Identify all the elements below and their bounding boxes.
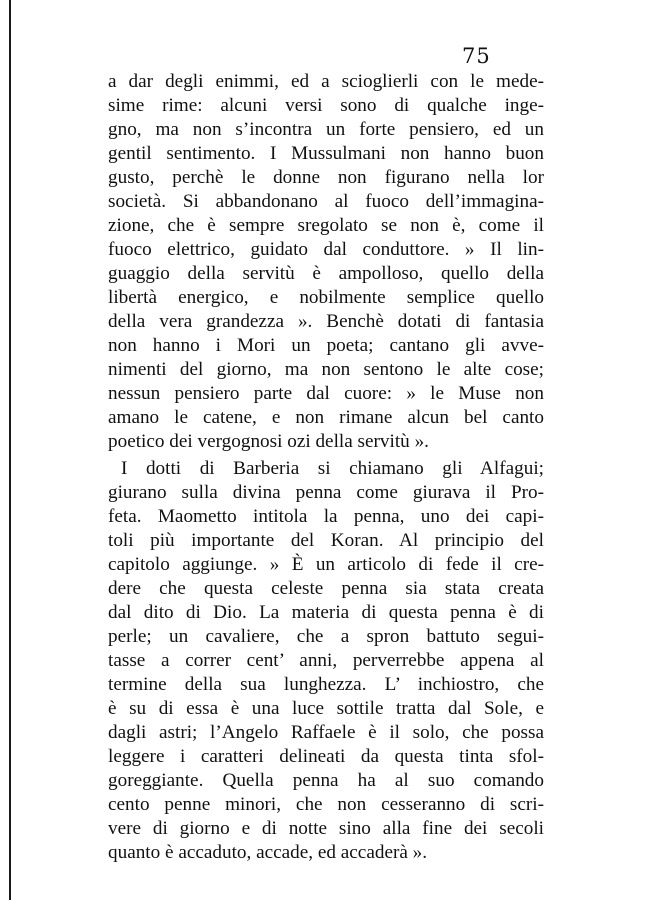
text-line: goreggiante. Quella penna ha al suo comando bbox=[108, 770, 544, 791]
text-line: toli più importante del Koran. Al principio del bbox=[108, 530, 544, 551]
text-line: poetico dei vergognosi ozi della servitù ». bbox=[108, 431, 429, 452]
page-edge-line bbox=[9, 0, 11, 900]
text-line: leggere i caratteri delineati da questa tinta sfol- bbox=[108, 746, 544, 767]
text-line: non hanno i Mori un poeta; cantano gli avve- bbox=[108, 335, 544, 356]
text-line: dere che questa celeste penna sia stata creata bbox=[108, 578, 544, 599]
text-line: gusto, perchè le donne non figurano nella lor bbox=[108, 167, 544, 188]
text-line: cento penne minori, che non cesseranno di scri- bbox=[108, 794, 544, 815]
text-line: zione, che è sempre sregolato se non è, come il bbox=[108, 215, 544, 236]
text-line: società. Si abbandonano al fuoco dell’immagina- bbox=[108, 191, 544, 212]
text-line: giurano sulla divina penna come giurava il Pro- bbox=[108, 482, 544, 503]
text-line: feta. Maometto intitola la penna, uno dei capi- bbox=[108, 506, 544, 527]
text-line: dagli astri; l’Angelo Raffaele è il solo, che possa bbox=[108, 722, 544, 743]
text-line: amano le catene, e non rimane alcun bel canto bbox=[108, 407, 544, 428]
text-line: nessun pensiero parte dal cuore: » le Muse non bbox=[108, 383, 544, 404]
text-line: libertà energico, e nobilmente semplice quello bbox=[108, 287, 544, 308]
text-line: della vera grandezza ». Benchè dotati di fantasia bbox=[108, 311, 544, 332]
text-line: dal dito di Dio. La materia di questa penna è di bbox=[108, 602, 544, 623]
text-line: quanto è accaduto, accade, ed accaderà ». bbox=[108, 842, 428, 863]
text-line: termine della sua lunghezza. L’ inchiostro, che bbox=[108, 674, 544, 695]
text-line: fuoco elettrico, guidato dal conduttore. » Il lin- bbox=[108, 239, 544, 260]
page-number: 75 bbox=[462, 44, 491, 68]
text-line: nimenti del giorno, ma non sentono le alte cose; bbox=[108, 359, 544, 380]
text-line: vere di giorno e di notte sino alla fine dei secoli bbox=[108, 818, 544, 839]
text-line: perle; un cavaliere, che a spron battuto segui- bbox=[108, 626, 544, 647]
text-line: gno, ma non s’incontra un forte pensiero, ed un bbox=[108, 119, 544, 140]
body-text bbox=[108, 70, 544, 865]
text-line: è su di essa è una luce sottile tratta dal Sole, e bbox=[108, 698, 544, 719]
text-line: tasse a correr cent’ anni, perverrebbe appena al bbox=[108, 650, 544, 671]
paragraph-1 bbox=[108, 70, 544, 454]
paragraph-2 bbox=[108, 457, 544, 865]
text-line: gentil sentimento. I Mussulmani non hanno buon bbox=[108, 143, 544, 164]
text-line: guaggio della servitù è ampolloso, quello della bbox=[108, 263, 544, 284]
text-line: a dar degli enimmi, ed a scioglierli con le mede- bbox=[108, 71, 544, 92]
text-line: sime rime: alcuni versi sono di qualche inge- bbox=[108, 95, 544, 116]
text-line: capitolo aggiunge. » È un articolo di fede il cre- bbox=[108, 554, 544, 575]
text-line: I dotti di Barberia si chiamano gli Alfagui; bbox=[121, 458, 544, 479]
